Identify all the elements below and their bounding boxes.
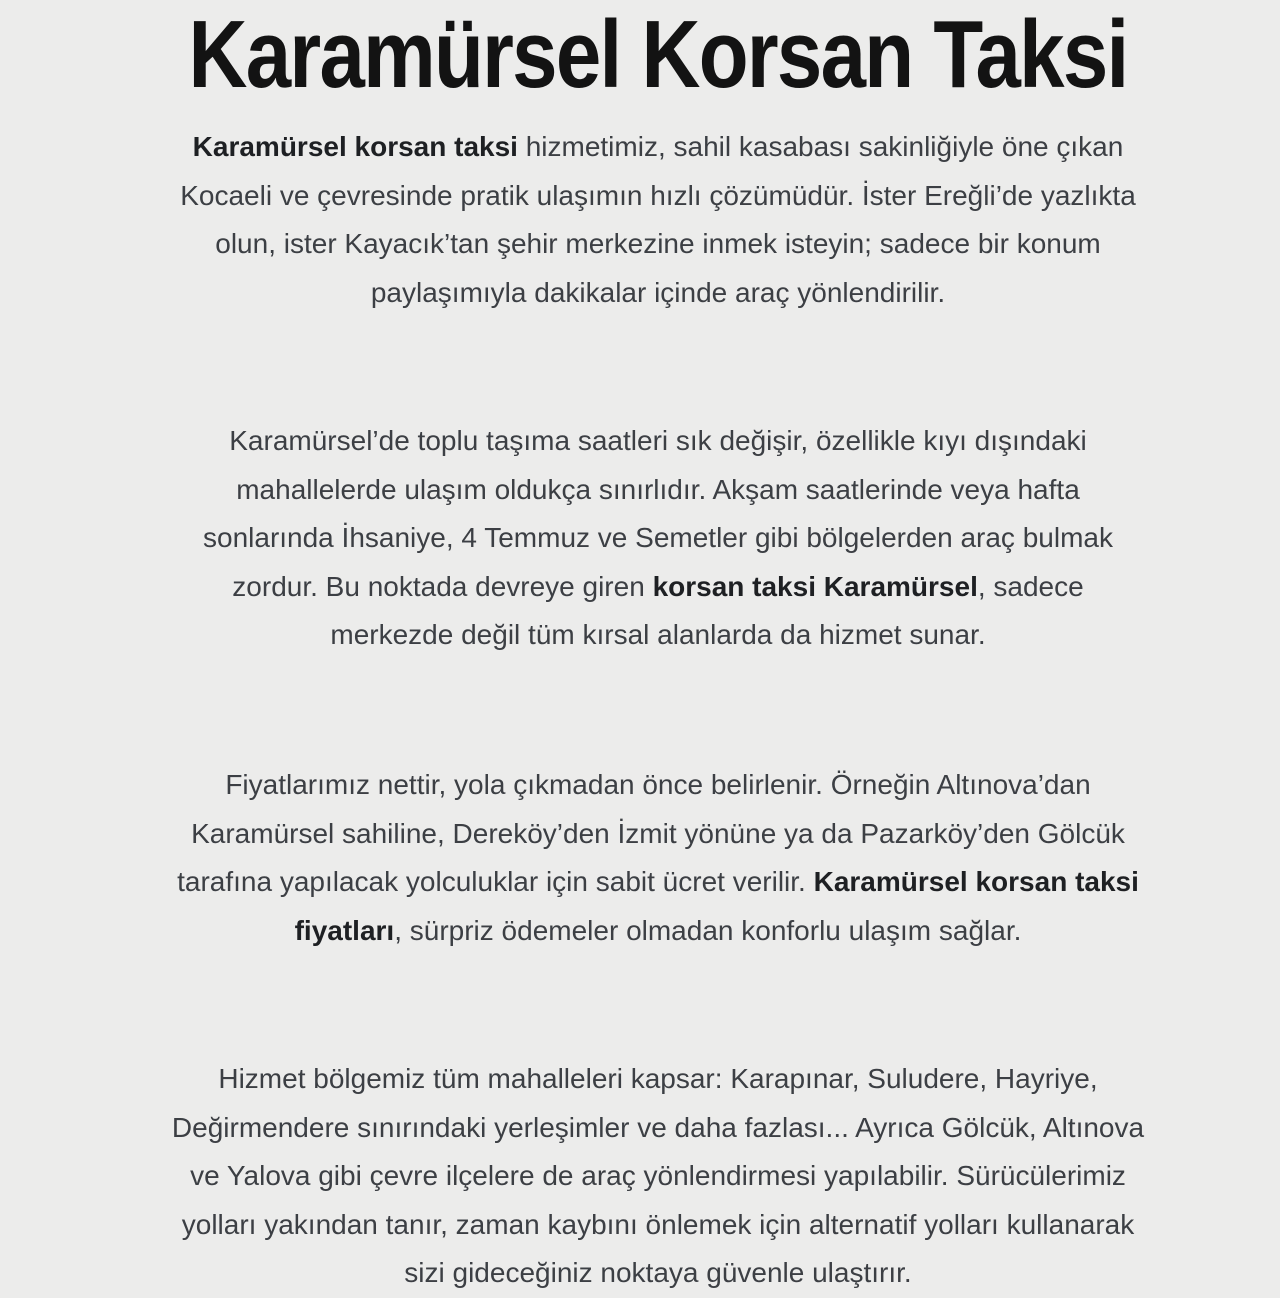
article-page: [18, 0, 1280, 1289]
bold-text-run: Karamürsel korsan taksi fiyatları: [294, 866, 1139, 946]
paragraph-slot: [18, 417, 1280, 761]
paragraph-coverage: [168, 1055, 1148, 1298]
text-run: , sürpriz ödemeler olmadan konforlu ulaşım sağlar.: [394, 914, 1022, 946]
paragraph-pricing: [168, 761, 1148, 955]
text-run: hizmetimiz, sahil kasabası sakinliğiyle öne çıkan Kocaeli ve çevresinde pratik ulaşımın hızlı çözümüdür. İster Ereğli’de yazlıkta olun, ister Kayacık’tan şehir merkezine inmek isteyin; sadece bir konum paylaşımıyla dakikalar içinde araç yönlendirilir.: [180, 131, 1136, 308]
page-title: Karamürsel Korsan Taksi: [188, 1, 1128, 108]
text-run: Karamürsel’de toplu taşıma saatleri sık değişir, özellikle kıyı dışındaki mahallelerde ulaşım oldukça sınırlıdır. Akşam saatlerinde veya hafta sonlarında İhsaniye, 4 Temmuz ve Semetler gibi bölgelerden araç bulmak zordur. Bu noktada devreye giren: [203, 425, 1113, 602]
paragraph-slot: [18, 1055, 1280, 1298]
paragraph-transport: [168, 417, 1148, 660]
article-body: [18, 123, 1280, 1298]
text-run: Fiyatlarımız nettir, yola çıkmadan önce belirlenir. Örneğin Altınova’dan Karamürsel sahiline, Dereköy’den İzmit yönüne ya da Pazarköy’den Gölcük tarafına yapılacak yolculuklar için sabit ücret verilir.: [177, 769, 1125, 898]
bold-text-run: korsan taksi Karamürsel: [652, 570, 978, 602]
text-run: Hizmet bölgemiz tüm mahalleleri kapsar: Karapınar, Suludere, Hayriye, Değirmendere sınırındaki yerleşimler ve daha fazlası... Ayrıca Gölcük, Altınova ve Yalova gibi çevre ilçelere de araç yönlendirmesi yapılabilir. Sürücülerimiz yolları yakından tanır, zaman kaybını önlemek için alternatif yolları kullanarak sizi gideceğiniz noktaya güvenle ulaştırır.: [171, 1063, 1145, 1289]
paragraph-slot: [18, 123, 1280, 417]
paragraph-intro: [168, 123, 1148, 317]
text-run: , sadece merkezde değil tüm kırsal alanlarda da hizmet sunar.: [330, 570, 1084, 651]
paragraph-slot: [18, 761, 1280, 1055]
bold-text-run: Karamürsel korsan taksi: [192, 131, 518, 162]
